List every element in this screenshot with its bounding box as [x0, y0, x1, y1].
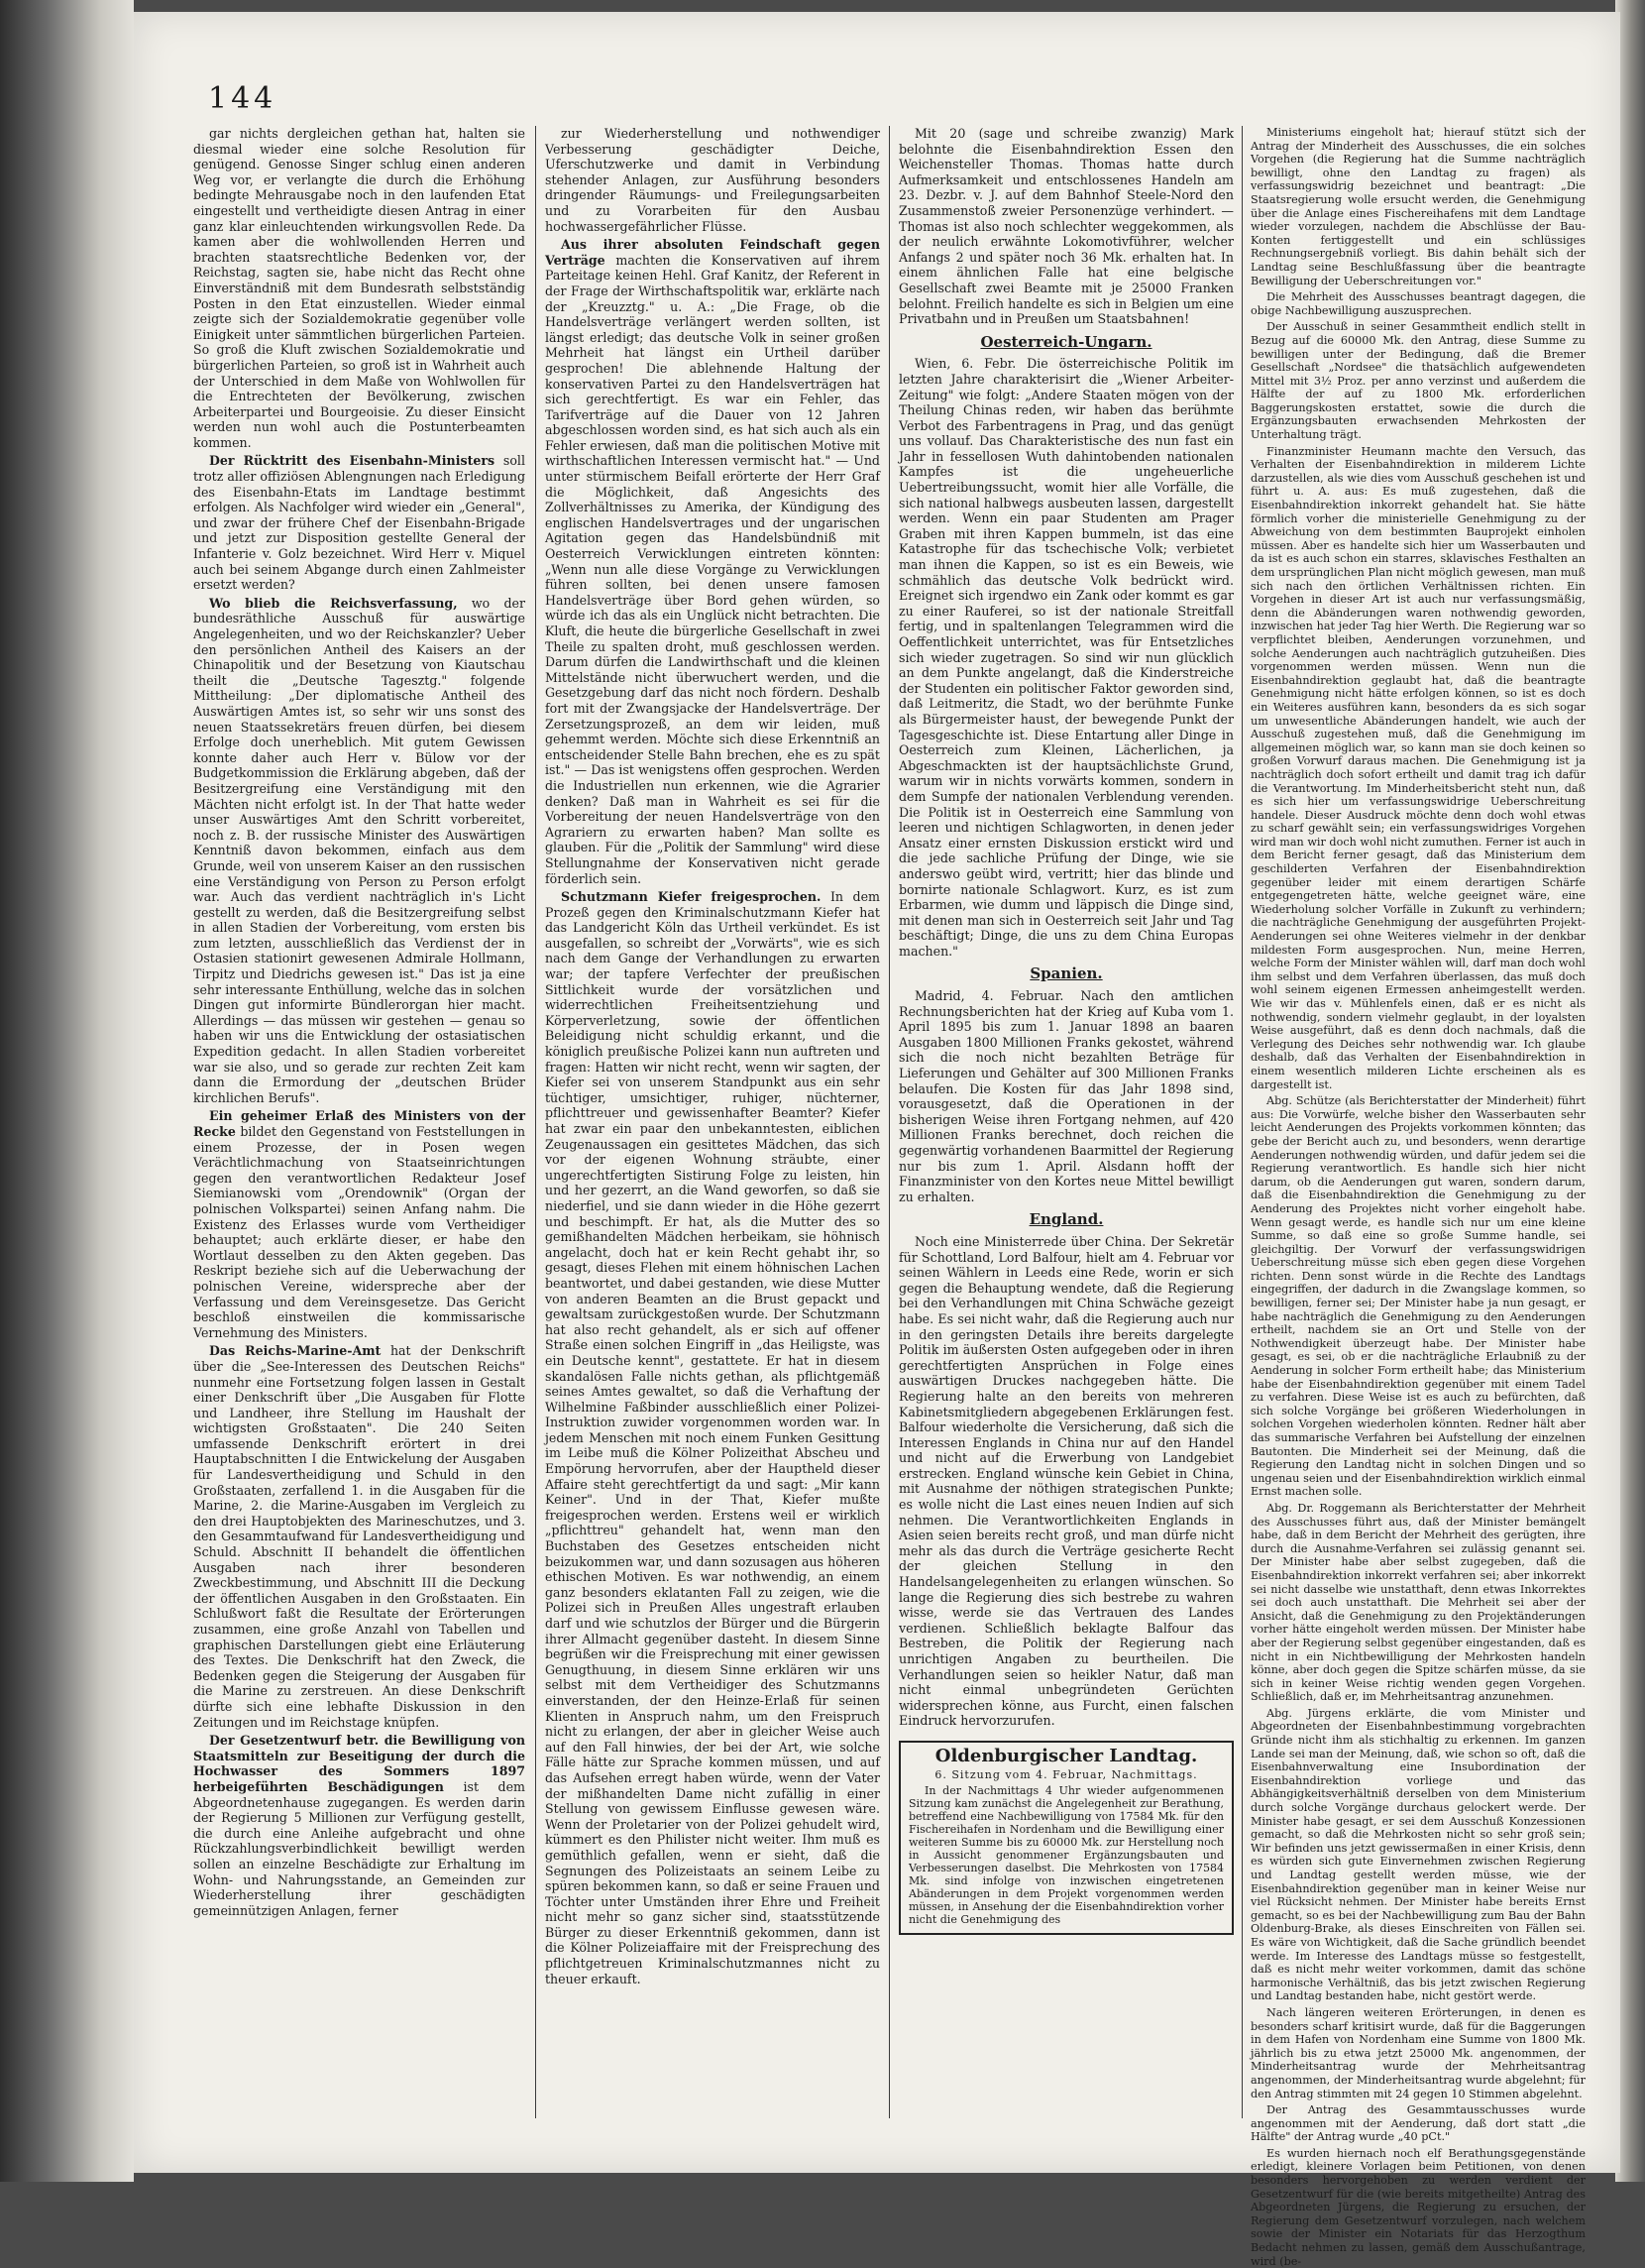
paragraph-lead: Der Rücktritt des Eisenbahn-Ministers [209, 453, 495, 469]
paragraph [545, 237, 880, 886]
paragraph-text: machten die Konservativen auf ihrem Parteitage keinen Hehl. Graf Kanitz, der Referent in der Frage der Wirthschaftspolitik war, erklärte nach der „Kreuzztg." u. A.: „Die Frage, ob die Handelsverträge verlängert werden sollten, ist längst erledigt; das deutsche Volk in seiner großen Mehrheit hat längst ein Urtheil darüber gesprochen! Die ablehnende Haltung der konservativen Partei zu den Handelsverträgen hat sich gerechtfertigt. Es war ein Fehler, das Tarifverträge auf die Dauer von 12 Jahren abgeschlossen worden sind, es hat sich auch als ein Fehler erwiesen, daß man die politischen Motive mit wirthschaftlichen Interessen vermischt hat." — Und unter stürmischem Beifall erörterte der Herr Graf die Möglichkeit, daß Angesichts des Zollverhältnisses zu Amerika, der Kündigung des englischen Handelsvertrages und der ungarischen Agitation gegen das Handelsbündniß mit Oesterreich Verwicklungen eintreten könnten: „Wenn nun alle diese Vorgänge zu Verwicklungen führen sollten, bei denen unsere famosen Handelsverträge über Bord gehen würden, so würde ich das als ein Unglück nicht betrachten. Die Kluft, die heute die bürgerliche Gesellschaft in zwei Theile zu spalten droht, muß geschlossen werden. Darum dürfen die Landwirthschaft und die kleinen Mittelstände nicht überwuchert werden, und die Gesetzgebung darf das nicht noch fördern. Deshalb fort mit der Zwangsjacke der Handelsverträge. Der Zersetzungsprozeß, an dem wir leiden, muß gehemmt werden. Möchte sich diese Erkenntniß an entscheidender Stelle Bahn brechen, ehe es zu spät ist." — Das ist wenigstens offen gesprochen. Werden die Industriellen nun erkennen, wie die Agrarier denken? Daß man in Wahrheit es sei für die Vorbereitung der neuen Handelsverträge von den Agrariern zu erwarten haben? Man sollte es glauben. Für die „Politik der Sammlung" wird diese Stellungnahme der Konservativen nicht gerade förderlich sein. [545, 252, 880, 886]
page-number: 144 [208, 81, 277, 116]
paragraph [545, 889, 880, 1986]
paragraph [193, 1733, 525, 1918]
newspaper-page [134, 12, 1620, 2268]
section-heading-spain: Spanien. [1030, 964, 1103, 983]
landtag-title: Oldenburgischer Landtag. [934, 1745, 1198, 1766]
column-3 [899, 126, 1234, 2118]
paragraph-text: hat der Denkschrift über die „See-Interessen des Deutschen Reichs" nunmehr eine Fortsetzung folgen lassen in Gestalt einer Denkschrift über „Die Ausgaben für Flotte und Landheer, ihre Stellung im Haushalt der wichtigsten Großstaaten". Die 240 Seiten umfassende Denkschrift erörtert in drei Hauptabschnitten I die Entwickelung der Ausgaben für Landesvertheidigung und Schuld in den Großstaaten, zerfallend 1. in die Ausgaben für die Marine, 2. die Marine-Ausgaben im Vergleich zu den drei Hauptobjekten des Marineschutzes, und 3. den Gesammtaufwand für Landesvertheidigung und Schuld. Abschnitt II behandelt die öffentlichen Ausgaben nach ihrer besonderen Zweckbestimmung, und Abschnitt III die Deckung der öffentlichen Ausgaben in den Großstaaten. Ein Schlußwort faßt die Resultate der Erörterungen zusammen, eine große Anzahl von Tabellen und graphischen Darstellungen giebt eine Erläuterung des Textes. Die Denkschrift hat den Zweck, die Bedenken gegen die Steigerung der Ausgaben für die Marine zu zerstreuen. An diese Denkschrift dürfte sich eine lebhafte Diskussion in den Zeitungen und im Reichstage knüpfen. [193, 1343, 525, 1730]
landtag-session: 6. Sitzung vom 4. Februar, Nachmittags. [934, 1767, 1198, 1781]
column-rule [535, 126, 536, 2118]
paragraph-lead: Schutzmann Kiefer freigesprochen. [561, 889, 822, 905]
paragraph: Finanzminister Heumann machte den Versuch, das Verhalten der Eisenbahndirektion in milderem Lichte darzustellen, als wie dies vom Ausschuß geschehen ist und führt u. A. aus: Es muß zugestehen, daß die Eisenbahndirektion inkorrekt gehandelt hat. Sie hätte förmlich vorher die ministerielle Genehmigung zu der Abweichung von dem bestimmten Bauprojekt einholen müssen. Aber es handelte sich hier um Wasserbauten und da ist es auch schon ein starres, sklavisches Festhalten an dem ursprünglichen Plan nicht möglich gewesen, man muß sich nach den örtlichen Verhältnissen richten. Ein Vorgehen in dieser Art ist auch nur verfassungsmäßig, denn die Abänderungen waren nothwendig geworden, inzwischen hat jeder Tag hier Werth. Die Regierung war so verpflichtet bleiben, Aenderungen vorzunehmen, und solche Aenderungen auch nachträglich gutzuheißen. Dies vorgenommen werden müssen. Wenn nun die Eisenbahndirektion geglaubt hat, daß die beantragte Genehmigung nicht hätte erfolgen können, so ist es doch ein Weiteres ausführen kann, besonders da es sich sogar um unwesentliche Abänderungen handelt, wie auch der Ausschuß zugestehen muß, daß die Genehmigung im allgemeinen möglich war, so kann man sie doch keinen so großen Vorwurf daraus machen. Die Genehmigung ist ja nachträglich doch sofort ertheilt und damit trag ich dafür die Verantwortung. Im Minderheitsbericht steht nun, daß es sich hier um verfassungswidrige Ueberschreitung handele. Dieser Ausdruck möchte denn doch wohl etwas zu scharf gewählt sein; ein verfassungswidriges Vorgehen wird man wir doch wohl nicht zumuthen. Ferner ist auch in dem Bericht ferner gesagt, daß das Ministerium dem geschilderten Verfahren der Eisenbahndirektion gegenüber leider mit einem derartigen Schärfe entgegengetreten hätte, welche geeignet wäre, eine Wiederholung solcher Vorfälle in Zukunft zu verhindern; die nachträgliche Genehmigung der ausgeführten Projekt-Aenderungen sei ohne Weiteres vielmehr in der denkbar mildesten Form ausgesprochen. Nun, meine Herren, welche Form der Minister wählen will, darf man doch wohl ihm selbst und dem Verfahren überlassen, das muß doch wohl seinem eigenen Ermessen anheimgestellt werden. Wie wir das v. Mühlenfels einen, daß er es nicht als nothwendig, sondern vielmehr geglaubt, in der loyalsten Weise ausgeführt, daß es denn doch nachmals, daß die Verlegung des Deiches sehr nothwendig war. Ich glaube deshalb, daß das Verhalten der Eisenbahndirektion in einem wesentlich milderen Lichte erscheinen als es dargestellt ist. [1251, 444, 1586, 1091]
paragraph: Nach längeren weiteren Erörterungen, in denen es besonders scharf kritisirt wurde, daß für die Baggerungen in dem Hafen von Nordenham eine Summe von 1800 Mk. jährlich bis zu etwa jetzt 25000 Mk. angenommen, der Minderheitsantrag wurde der Mehrheitsantrag angenommen, der Minderheitsantrag wurde abgelehnt; für den Antrag stimmten mit 24 gegen 10 Stimmen abgelehnt. [1251, 2005, 1586, 2100]
paragraph: In der Nachmittags 4 Uhr wieder aufgenommenen Sitzung kam zunächst die Angelegenheit zur Berathung, betreffend eine Nachbewilligung von 17584 Mk. für den Fischereihafen in Nordenham und die Bewilligung einer weiteren Summe bis zu 60000 Mk. zur Herstellung noch in Aussicht genommener Ergänzungsbauten und Verbesserungen daselbst. Die Mehrkosten von 17584 Mk. sind infolge von inzwischen eingetretenen Abänderungen in dem Projekt vorgenommen werden müssen, in Ansehung der die Eisenbahndirektion vorher nicht die Genehmigung des [909, 1783, 1224, 1926]
paragraph-text: In dem Prozeß gegen den Kriminalschutzmann Kiefer hat das Landgericht Köln das Urtheil verkündet. Es ist ausgefallen, so schreibt der „Vorwärts", wie es sich nach dem Gange der Verhandlungen zu erwarten war; der tapfere Verfechter der preußischen Sittlichkeit wurde der vorsätzlichen und widerrechtlichen Freiheitsentziehung und Körperverletzung, sowie der öffentlichen Beleidigung nicht schuldig erkannt, und die königlich preußische Polizei kann nun auftreten und fragen: Hatten wir nicht recht, wenn wir sagten, der Kiefer sei von unserem Standpunkt aus ein sehr tüchtiger, umsichtiger, ruhiger, nüchterner, pflichttreuer und gewissenhafter Beamter? Kiefer hat zwar ein paar den unbekanntesten, eiblichen Zeugenaussagen ein gesittetes Mädchen, das sich vor der eigenen Wohnung sträubte, einer ungerechtfertigten Sistirung Folge zu leisten, hin und her gezerrt, an die Wand geworfen, so daß sie niederfiel, und sie dann wieder in die Höhe gezerrt und beschimpft. Er hat, als die Mutter des so gemißhandelten Mädchen herbeikam, sie höhnisch angelacht, doch hat er kein Recht gehabt ihr, so gesagt, dieses Flehen mit einem höhnischen Lachen beantwortet, und dabei gestanden, wie diese Mutter von anderen Beamten an die Brust gepackt und gewaltsam zurückgestoßen wurde. Der Schutzmann hat also recht gehandelt, als er sich auf offener Straße einen solchen Eingriff in „das Heiligste, was ein Deutsche kennt", gestattete. Er hat in diesem skandalösen Falle nichts gethan, als pflichtgemäß seines Amtes gewaltet, so daß die Verhaftung der Wilhelmine Faßbinder ausschließlich einer Polizei-Instruktion zuwider vorgenommen worden war. In jedem Menschen mit noch einem Funken Gesittung im Leibe muß die Kölner Polizeithat Abscheu und Empörung hervorrufen, aber der Hauptheld dieser Affaire steht gerechtfertigt da und sagt: „Mir kann Keiner". Und in der That, Kiefer mußte freigesprochen werden. Erstens weil er wirklich „pflichttreu" gehandelt hat, wenn man den Buchstaben des Gesetzes entscheiden nicht beizukommen war, und dann sozusagen aus höheren ethischen Motiven. Es war nothwendig, an einem ganz besonders eklatanten Fall zu zeigen, wie die Polizei sich in Preußen Alles ungestraft erlauben darf und wie schutzlos der Bürger und die Bürgerin ihrer Allmacht gegenüber dasteht. In diesem Sinne begrüßen wir die Freisprechung mit einer gewissen Genugthuung, in diesem Sinne erklären wir uns selbst mit dem Vertheidiger des Schutzmanns einverstanden, der den Heinze-Erlaß für seinen Klienten in Anspruch nahm, um den Freispruch nicht zu erlangen, der aber in gleicher Weise auch auf den Fall hinwies, der bei der Art, wie solche Fälle hätte zur Sprache kommen müssen, und auf das Aufsehen erregt haben würde, wenn der Vater der mißhandelten Dame nicht zufällig in einer Stellung von gewissem Einflusse gewesen wäre. Wenn der Proletarier von der Polizei gehudelt wird, kümmert es den Philister nicht weiter. Ihm muß es gemüthlich gefallen, wenn er sieht, daß die Segnungen des Polizeistaats an seinem Leibe zu spüren bekommen kann, so daß er seine Frauen und Töchter unter Umständen ihrer Ehre und Freiheit nicht mehr so ganz sicher sind, staatsstützende Bürger zu dieser Erkenntniß gekommen, dann ist die Kölner Polizeiaffaire mit der Freisprechung des pflichtgetreuen Kriminalschutzmannes nicht zu theuer erkauft. [545, 889, 880, 1986]
paragraph: Der Antrag des Gesammtausschusses wurde angenommen mit der Aenderung, daß dort statt „die Hälfte" der Antrag wurde „40 pCt." [1251, 2103, 1586, 2144]
paragraph: Ministeriums eingeholt hat; hierauf stützt sich der Antrag der Minderheit des Ausschusses, die ein solches Vorgehen (die Regierung hat die Summe nachträglich bewilligt, ohne den Landtag zu fragen) als verfassungswidrig bezeichnet und beantragt: „Die Staatsregierung wolle ersucht werden, die Genehmigung über die Anlage eines Fischereihafens mit dem Landtage wieder vorzulegen, nachdem die Abschlüsse der Bau-Konten fertiggestellt und ein schlüssiges Rechnungsergebniß vorliegt. Bis dahin behält sich der Landtag seine Beschlußfassung über die beantragte Bewilligung der Ueberschreitungen vor." [1251, 126, 1586, 287]
section-heading-austria: Oesterreich-Ungarn. [980, 332, 1152, 351]
column-rule [889, 126, 890, 2118]
paragraph-lead: Der Gesetzentwurf betr. die Bewilligung von Staatsmitteln zur Beseitigung der durch die Hochwasser des Sommers 1897 herbeigeführten Beschädigungen [193, 1733, 525, 1794]
column-rule [1242, 126, 1243, 2118]
paragraph: Madrid, 4. Februar. Nach den amtlichen Rechnungsberichten hat der Krieg auf Kuba vom 1. April 1895 bis zum 1. Januar 1898 an baaren Ausgaben 1800 Millionen Franks gekostet, während sich die noch nicht bezahlten Beträge für Lieferungen und Gehälter auf 300 Millionen Franks belaufen. Die Kosten für das Jahr 1898 sind, vorausgesetzt, daß die Operationen in der bisherigen Weise ihren Fortgang nehmen, auf 420 Millionen Franks berechnet, doch reichen die gegenwärtig vorhandenen Baarmittel der Regierung nur bis zum 1. April. Alsdann hofft der Finanzminister von den Kortes neue Mittel bewilligt zu erhalten. [899, 988, 1234, 1204]
paragraph: Mit 20 (sage und schreibe zwanzig) Mark belohnte die Eisenbahndirektion Essen den Weichensteller Thomas. Thomas hatte durch Aufmerksamkeit und entschlossenes Handeln am 23. Dezbr. v. J. auf dem Bahnhof Steele-Nord den Zusammenstoß zweier Personenzüge verhindert. — Thomas ist also noch schlechter weggekommen, als der neulich erwähnte Lokomotivführer, welcher Anfangs 2 und später noch 36 Mk. erhalten hat. In einem ähnlichen Falle hat eine belgische Gesellschaft zwei Beamte mit je 25000 Franken belohnt. Freilich handelte es sich in Belgien um eine Privatbahn und in Preußen um Staatsbahnen! [899, 126, 1234, 327]
paragraph-lead: Wo blieb die Reichsverfassung, [209, 595, 458, 611]
paragraph: Abg. Dr. Roggemann als Berichterstatter der Mehrheit des Ausschusses führt aus, daß der Minister bemängelt habe, daß in dem Bericht der Mehrheit des gerügten, ihre durch die Ausnahme-Verfahren sei zulässig genannt sei. Der Minister habe aber selbst zugegeben, daß die Eisenbahndirektion inkorrekt verfahren sei; aber inkorrekt sei nicht dasselbe wie unstatthaft, denn etwas Inkorrektes sei doch auch unstatthaft. Die Mehrheit sei aber der Ansicht, daß die Genehmigung zu den Projektänderungen vorher hätte eingeholt werden müssen. Der Minister habe aber der Regierung selbst gegenüber eingestanden, daß es nicht in ein Nichtbewilligung der Mehrkosten handeln könne, aber doch gegen die Spitze schärfen müsse, da sie sich in keiner Weise richtig wenden gegen Vorgehen. Schließlich, daß er, im Mehrheitsantrag anzunehmen. [1251, 1501, 1586, 1704]
paragraph: Abg. Schütze (als Berichterstatter der Minderheit) führt aus: Die Vorwürfe, welche bisher den Wasserbauten sehr leicht Aenderungen des Projekts vorkommen könnten; das gebe der Bericht auch zu, und besonders, wenn derartige Aenderungen nothwendig würden, und dafür jedem sei die Regierung verantwortlich. Es handle sich hier nicht darum, ob die Aenderungen gut waren, sondern darum, daß die Eisenbahndirektion die Genehmigung zu der Aenderung des Projektes nicht vorher eingeholt habe. Wenn gesagt werde, es handle sich nur um eine kleine Summe, so daß eine so große Summe handle, sei gleichgiltig. Der Vorwurf der verfassungswidrigen Ueberschreitung müsse sich eben gegen diese Vorgehen richten. Denn sonst würde in die Rechte des Landtags eingegriffen, der dadurch in die Zwangslage kommen, so bewilligen, ferner sei; Der Minister habe ja nun gesagt, er habe nachträglich die Genehmigung zu den Aenderungen ertheilt, nachdem sie an Ort und Stelle von der Nothwendigkeit überzeugt habe. Der Minister habe gesagt, es sei, ob er die nachträgliche Erlaubniß zu der Aenderung in solcher Form ertheilt habe; das Ministerium habe der Eisenbahndirektion gegenüber mit einem Tadel zu verfahren. Diese Weise ist es auch zu befürchten, daß sich solche Vorgänge bei größeren Wiederholungen in solchen Vorgehen wiederholen könnten. Redner hält aber das summarische Verfahren bei Aufstellung der einzelnen Bautonten. Die Minderheit sei der Meinung, daß die Regierung den Landtag nicht in solchen Dingen und so ungenau seien und der Eisenbahndirektion wirklich einmal Ernst machen solle. [1251, 1094, 1586, 1499]
column-4 [1251, 126, 1586, 2268]
paragraph: Noch eine Ministerrede über China. Der Sekretär für Schottland, Lord Balfour, hielt am 4. Februar vor seinen Wählern in Leeds eine Rede, worin er sich gegen die Behauptung wendete, daß die Regierung bei den Verhandlungen mit China Schwäche gezeigt habe. Es sei nicht wahr, daß die Regierung auch nur in den geringsten Details ihre bereits dargelegte Politik im äußersten Osten aufgegeben oder in ihren gerechtfertigten Ansprüchen in Folge eines auswärtigen Druckes nachgegeben hätte. Die Regierung halte an den bereits von mehreren Kabinetsmitgliedern abgegebenen Erklärungen fest. Balfour wiederholte die Versicherung, daß sich die Interessen Englands in China nur auf den Handel und nicht auf die Erwerbung von Landgebiet erstrecken. England wünsche kein Gebiet in China, mit Ausnahme der nöthigen strategischen Punkte; es wolle nicht die Last eines neuen Indien auf sich nehmen. Die Verantwortlichkeiten Englands in Asien seien bereits recht groß, und man dürfe nicht mehr als das durch die Verträge gesicherte Recht der gleichen Stellung in den Handelsangelegenheiten zu erlangen wünschen. So lange die Regierung dies sich bestrebe zu wahren wisse, werde sie das Vertrauen des Landes verdienen. Schließlich beklagte Balfour das Bestreben, die Politik der Regierung nach unrichtigen Angaben zu beurtheilen. Die Verhandlungen seien so heikler Natur, daß man nicht einmal unbegründeten Gerüchten widersprechen könne, aus Furcht, einen falschen Eindruck hervorzurufen. [899, 1233, 1234, 1729]
paragraph: zur Wiederherstellung und nothwendiger Verbesserung geschädigter Deiche, Uferschutzwerke und damit in Verbindung stehender Anlagen, zur Ausführung besonders dringender Räumungs- und Freilegungsarbeiten und zu Vorarbeiten für den Ausbau hochwassergefährlicher Flüsse. [545, 126, 880, 234]
paragraph-text: ist dem Abgeordnetenhause zugegangen. Es werden darin der Regierung 5 Millionen zur Verfügung gestellt, die durch eine Anleihe aufgebracht und ohne Rückzahlungsverbindlichkeit bewilligt werden sollen an einzelne Beschädigte zur Erhaltung im Wohn- und Nahrungsstande, an Gemeinden zur Wiederherstellung ihrer geschädigten gemeinnützigen Anlagen, ferner [193, 1778, 525, 1918]
paragraph-text: wo der bundesräthliche Ausschuß für auswärtige Angelegenheiten, und wo der Reichskanzler? Ueber den persönlichen Antheil des Kaisers an der Chinapolitik und der Besetzung von Kiautschau theilt die „Deutsche Tagesztg." folgende Mittheilung: „Der diplomatische Antheil des Auswärtigen Amtes ist, so sehr wir uns sonst des neuen Staatssekretärs freuen dürfen, bei diesem Erfolge doch unerheblich. Mit gutem Gewissen konnte daher auch Herr v. Bülow vor der Budgetkommission die Erklärung abgeben, daß der Besitzergreifung eine Verständigung mit den Mächten nicht erfolgt ist. In der That hatte weder unser Auswärtiges Amt den Schritt vorbereitet, noch z. B. der russische Minister des Auswärtigen Kenntniß davon bekommen, einfach aus dem Grunde, weil von unserem Kaiser an den russischen eine Verständigung von Person zu Person erfolgt war. Auch das verdient nachträglich in's Licht gestellt zu werden, daß die Besitzergreifung selbst in allen Stadien der Vorbereitung, vom ersten bis zum letzten, ausschließlich das Verdienst der in Ostasien stationirt gewesenen Admirale Hollmann, Tirpitz und Diedrichs gewesen ist." Das ist ja eine sehr interessante Enthüllung, welche das in solchen Dingen gut informirte Bündlerorgan hier macht. Allerdings — das müssen wir gestehen — genau so haben wir uns die Entwicklung der ostasiatischen Expedition gedacht. In allen Stadien vorbereitet war sie also, und so gerade zur rechten Zeit kam dann die Ermordung der „deutschen Brüder kirchlichen Berufs". [193, 595, 525, 1105]
paragraph [193, 1108, 525, 1340]
paragraph: Die Mehrheit des Ausschusses beantragt dagegen, die obige Nachbewilligung auszusprechen. [1251, 290, 1586, 317]
column-2 [545, 126, 880, 2118]
book-binding [0, 0, 134, 2182]
paragraph: Es wurden hiernach noch elf Berathungsgegenstände erledigt, kleinere Vorlagen beim Petitionen, von denen besonders hervorgehoben zu werden verdient der Gesetzentwurf für die (wie bereits mitgetheilte) Antrag des Abgeordneten Jürgens, die Regierung zu ersuchen, der Regierung dem Gesetzentwurf vorzulegen, nach welchem sowie der Minister ein Notariats für das Herzogthum Bedacht nehmen zu lassen, gemäß dem Ausschußantrage, wird (be- [1251, 2146, 1586, 2268]
paragraph-text: bildet den Gegenstand von Feststellungen in einem Prozesse, der in Posen wegen Verächtlichmachung von Staatseinrichtungen gegen den verantwortlichen Redakteur Josef Siemianowski vom „Orendownik" (Organ der polnischen Volkspartei) seinen Anfang nahm. Die Existenz des Erlasses wurde vom Vertheidiger behauptet; auch erklärte dieser, er habe den Wortlaut desselben zu den Akten gegeben. Das Reskript beziehe sich auf die Ueberwachung der polnischen Vereine, widerspreche aber der Verfassung und dem Vereinsgesetze. Das Gericht beschloß einstweilen die kommissarische Vernehmung des Ministers. [193, 1124, 525, 1340]
paragraph: gar nichts dergleichen gethan hat, halten sie diesmal wieder eine solche Resolution für genügend. Genosse Singer schlug einen anderen Weg vor, er verlangte die durch die Erhöhung bedingte Mehrausgabe noch in den laufenden Etat eingestellt und vertheidigte diesen Antrag in einer ganz klar einleuchtenden wirkungsvollen Rede. Da kamen aber die wohlwollenden Herren und brachten staatsrechtliche Bedenken vor, der Reichstag, sagten sie, habe nicht das Recht ohne Einverständniß mit dem Bundesrath selbstständig Posten in den Etat einzustellen. Wieder einmal zeigte sich der Sozialdemokratie gegenüber volle Einigkeit unter sämmtlichen bürgerlichen Parteien. So groß die Kluft zwischen Sozialdemokratie und bürgerlichen Parteien, so groß ist in Wahrheit auch der Unterschied in dem Maße von Wohlwollen für die Entrechteten der Bevölkerung, zwischen Arbeiterpartei und Bourgeoisie. Zu dieser Einsicht werden nun wohl auch die Postunterbeamten kommen. [193, 126, 525, 450]
paragraph-text: soll trotz aller offiziösen Ablengnungen nach Erledigung des Eisenbahn-Etats im Landtage bestimmt erfolgen. Als Nachfolger wird wieder ein „General", und zwar der frühere Chef der Eisenbahn-Brigade und jetzt zur Disposition gestellte General der Infanterie v. Golz bezeichnet. Wird Herr v. Miquel auch bei seinem Abgange durch einen Zahlmeister ersetzt werden? [193, 453, 525, 593]
landtag-box [899, 1741, 1234, 1935]
paragraph [193, 1343, 525, 1730]
paragraph-lead: Ein geheimer Erlaß des Ministers von der Recke [193, 1108, 525, 1139]
section-heading-england: England. [1029, 1210, 1104, 1229]
paragraph [193, 596, 525, 1106]
paragraph: Wien, 6. Febr. Die österreichische Politik im letzten Jahre charakterisirt die „Wiener Arbeiter-Zeitung" wie folgt: „Andere Staaten mögen von der Theilung Chinas reden, wir haben das berühmte Verbot des Farbentragens in Prag, und das genügt uns vollauf. Das Charakteristische des nun fast ein Jahr in fessellosen Wuth dahintobenden nationalen Kampfes ist die ungeheuerliche Uebertreibungssucht, womit hier alle Vorfälle, die sich national halbwegs ausbeuten lassen, dargestellt werden. Wenn ein paar Studenten am Prager Graben mit ihren Kappen bummeln, ist das eine Katastrophe für das tschechische Volk; verbietet man ihnen die Kappen, so ist es ein Beweis, wie schmählich das deutsche Volk bedrückt wird. Ereignet sich irgendwo ein Zank oder kommt es gar zu einer Rauferei, so ist der nationale Streitfall fertig, und in spaltenlangen Telegrammen wird die Oeffentlichkeit unterrichtet, was für Entsetzliches sich wieder zugetragen. So sind wir nun glücklich an dem Punkte angelangt, daß die Kinderstreiche der Studenten ein politischer Faktor geworden sind, daß Leitmeritz, die Stadt, wo der berühmte Funke als Bürgermeister haust, der bewegende Punkt der Tagesgeschichte ist. Diese Entartung aller Dinge in Oesterreich zum Kleinen, Lächerlichen, ja Abgeschmackten ist der hauptsächlichste Grund, warum wir in nichts vorwärts kommen, sondern in dem Sumpfe der nationalen Verblendung verenden. Die Politik ist in Oesterreich eine Sammlung von leeren und nichtigen Schlagworten, in denen jeder Ansatz einer ernsten Diskussion erstickt wird und die jede sachliche Prüfung der Dinge, wie sie anderswo geübt wird, vertritt; hier das blinde und bornirte nationale Schlagwort. Kurz, es ist zum Erbarmen, wie dumm und läppisch die Dinge sind, mit denen man sich in Oesterreich seit Jahr und Tag beschäftigt; Dinge, die uns zu dem China Europas machen." [899, 356, 1234, 959]
paragraph: Abg. Jürgens erklärte, die vom Minister und Abgeordneten der Eisenbahnbestimmung vorgebrachten Gründe nicht ihm als stichhaltig zu erkennen. Im ganzen Lande sei man der Meinung, daß, wie schon so oft, daß die Eisenbahnverwaltung eine Insubordination der Eisenbahndirektion vorliege und das Abhängigkeitsverhältniß derselben von dem Ministerium durch solche Vorgänge durchaus gelockert werde. Der Minister habe gesagt, er sei dem Ausschuß Konzessionen gemacht, so daß die Mehrkosten nicht so sehr groß sein; Wir befinden uns jetzt gewissermaßen in einer Krisis, denn es würden sich gute Einvernehmen zwischen Regierung und Landtag gestellt werden müsse, wie der Eisenbahndirektion gegenüber man in keiner Weise nur viel Rücksicht nehmen. Der Minister habe bereits Ernst gemacht, so es bei der Nachbewilligung zum Bau der Bahn Oldenburg-Brake, als dieses Einschreiten von Fällen sei. Es wäre von Wichtigkeit, daß die Sache gründlich beendet werde. Im Interesse des Landtags müsse so festgestellt, daß es nicht mehr weiter vorkommen, damit das schöne harmonische Verhältniß, das bis jetzt zwischen Regierung und Landtag bestanden habe, nicht gestört werde. [1251, 1706, 1586, 2003]
paragraph [193, 453, 525, 592]
paragraph-lead: Das Reichs-Marine-Amt [209, 1343, 382, 1359]
paragraph: Der Ausschuß in seiner Gesammtheit endlich stellt in Bezug auf die 60000 Mk. den Antrag, diese Summe zu bewilligen unter der Bedingung, daß die Bremer Gesellschaft „Nordsee" die thatsächlich aufgewendeten Mittel mit 3½ Proz. per anno verzinst und außerdem die Hälfte der auf zu 1800 Mk. erforderlichen Baggerungskosten erstattet, sowie die durch die Ergänzungsbauten erwachsenden Mehrkosten der Unterhaltung trägt. [1251, 320, 1586, 442]
column-1 [193, 126, 525, 2118]
paragraph-lead: Aus ihrer absoluten Feindschaft gegen Verträge [545, 237, 880, 268]
